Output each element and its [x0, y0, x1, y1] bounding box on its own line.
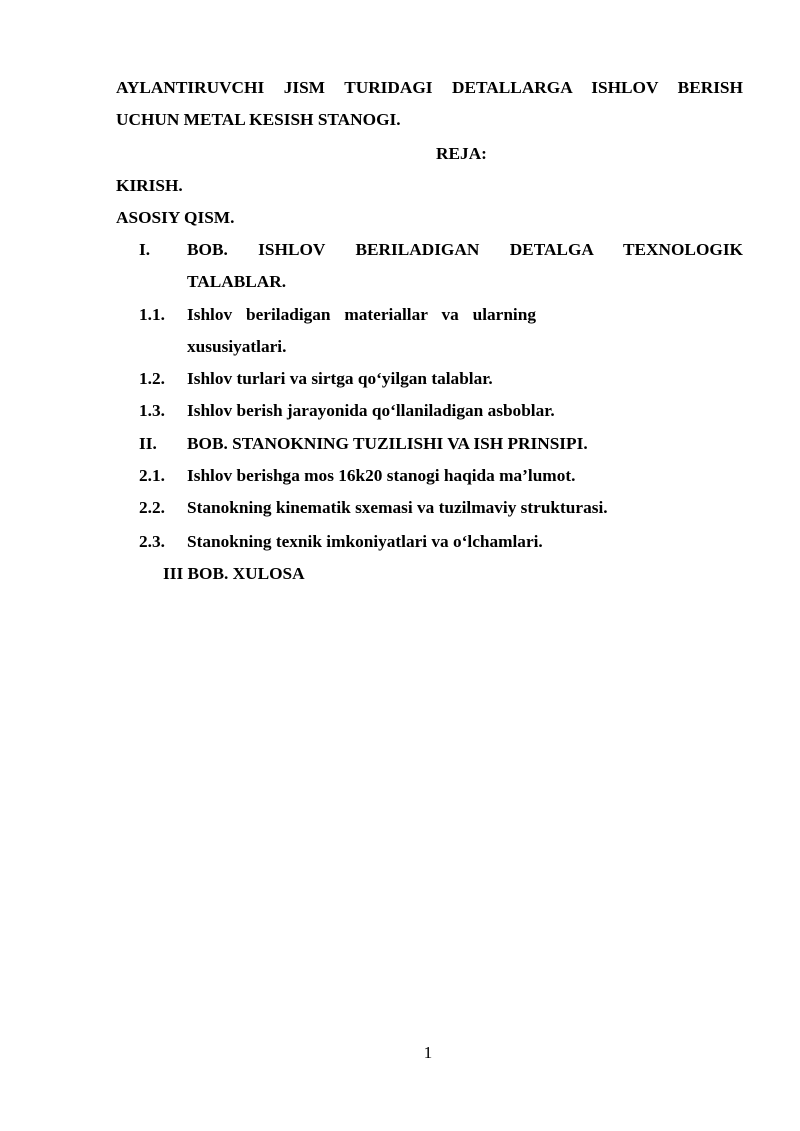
outline-item-text-continued: xususiyatlari. [187, 337, 287, 356]
outline-item-text-continued: TALABLAR. [187, 272, 287, 291]
outline-item-text: Ishlov berish jarayonida qo‘llaniladigan asboblar. [187, 401, 555, 420]
outline-item-number: 2.1. [139, 466, 165, 485]
conclusion-heading: III BOB. XULOSA [163, 564, 305, 583]
document-title-line-1: AYLANTIRUVCHI JISM TURIDAGI DETALLARGA ISHLOV BERISH [116, 78, 743, 97]
outline-item-text: Ishlov turlari va sirtga qo‘yilgan talablar. [187, 369, 493, 388]
outline-item-text: BOB. STANOKNING TUZILISHI VA ISH PRINSIPI. [187, 434, 588, 453]
outline-item-number: I. [139, 240, 151, 259]
page-number: 1 [423, 1043, 433, 1062]
outline-item-text: Stanokning texnik imkoniyatlari va o‘lchamlari. [187, 532, 543, 551]
outline-item-text: Ishlov berishga mos 16k20 stanogi haqida ma’lumot. [187, 466, 576, 485]
outline-item-text: Ishlov beriladigan materiallar va ularning [187, 305, 536, 324]
main-part-heading: ASOSIY QISM. [116, 208, 235, 227]
outline-item-number: 2.3. [139, 532, 165, 551]
outline-item-text: Stanokning kinematik sxemasi va tuzilmaviy strukturasi. [187, 498, 608, 517]
outline-item-text: BOB. ISHLOV BERILADIGAN DETALGA TEXNOLOGIK [187, 240, 743, 259]
plan-heading: REJA: [436, 144, 487, 163]
outline-item-number: 2.2. [139, 498, 165, 517]
outline-item-number: 1.2. [139, 369, 165, 388]
outline-item-number: 1.1. [139, 305, 165, 324]
outline-item-number: II. [139, 434, 157, 453]
document-title-line-2: UCHUN METAL KESISH STANOGI. [116, 110, 401, 129]
intro-heading: KIRISH. [116, 176, 183, 195]
outline-item-number: 1.3. [139, 401, 165, 420]
